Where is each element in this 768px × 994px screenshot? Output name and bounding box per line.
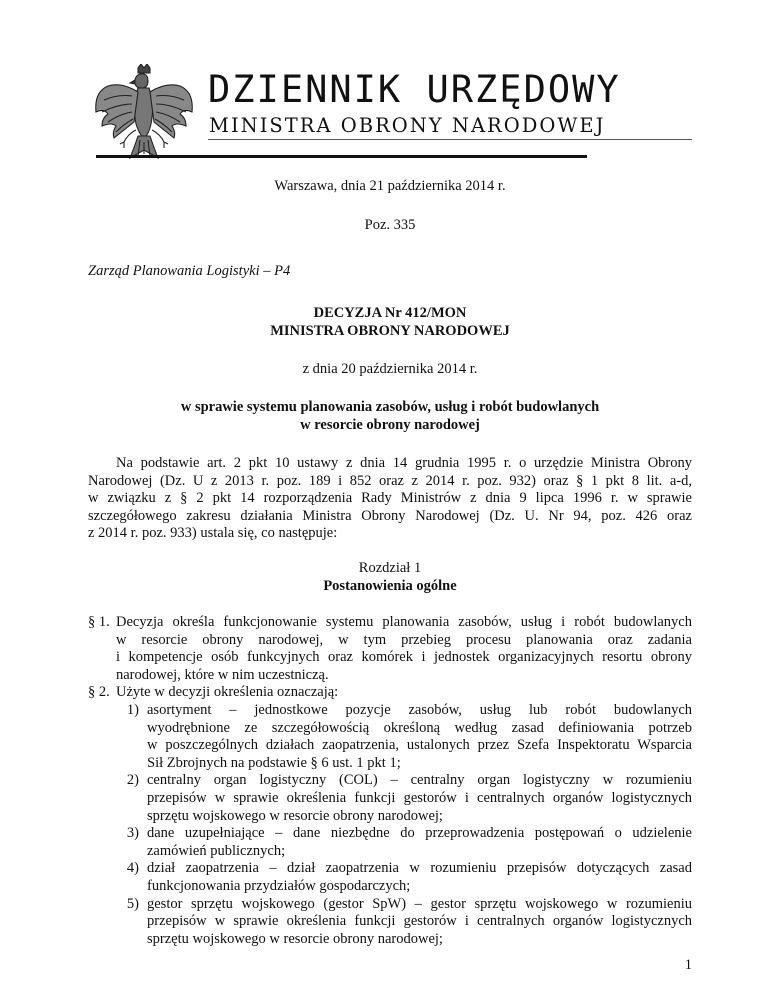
- item-number: 5): [126, 895, 139, 912]
- item-line: centralny organ logistyczny (COL) – centralny organ logistyczny w rozumieniu: [147, 772, 692, 789]
- item-line: dane uzupełniające – dane niezbędne do przeprowadzenia postępowań o udzielenie: [147, 825, 692, 842]
- item-line: w poszczególnych działach zaopatrzenia, ustalonych przez Szefa Inspektoratu Wsparcia: [147, 737, 692, 754]
- item-line: asortyment – jednostkowe pozycje zasobów, usług lub robót budowlanych: [147, 702, 692, 718]
- paragraph-2: [88, 684, 692, 702]
- item-number: 2): [126, 772, 139, 789]
- definitions-list: [115, 702, 692, 948]
- decision-date: z dnia 20 października 2014 r.: [302, 361, 478, 377]
- paragraph-line: w resorcie obrony narodowej, w tym przebieg procesu planowania oraz zadania: [116, 631, 692, 648]
- polish-eagle-emblem-icon: [88, 64, 200, 162]
- place-date: Warszawa, dnia 21 października 2014 r.: [274, 178, 506, 194]
- masthead-divider-thin: [208, 139, 692, 140]
- item-line: sprzętu wojskowego w resorcie obrony narodowej;: [147, 807, 443, 824]
- paragraph-line: i kompetencje osób funkcyjnych oraz komórek i jednostek organizacyjnych resortu obrony: [116, 649, 692, 666]
- item-line: zamówień publicznych;: [147, 842, 286, 859]
- paragraph-number: § 2.: [88, 684, 110, 700]
- item-number: 3): [126, 825, 139, 842]
- item-number: 4): [126, 860, 139, 877]
- item-line: dział zaopatrzenia – dział zaopatrzenia w rozumieniu przepisów dotyczących zasad: [147, 860, 692, 877]
- decision-subject-line-1: w sprawie systemu planowania zasobów, usług i robót budowlanych: [180, 399, 600, 415]
- item-line: Sił Zbrojnych na podstawie § 6 ust. 1 pkt 1;: [147, 754, 401, 771]
- item-line: sprzętu wojskowego w resorcie obrony narodowej;: [147, 930, 443, 947]
- preamble-line: z 2014 r. poz. 933) ustala się, co następuje:: [88, 525, 338, 542]
- preamble-line: Na podstawie art. 2 pkt 10 ustawy z dnia 14 grudnia 1995 r. o urzędzie Ministra Obrony: [116, 455, 692, 471]
- preamble: [88, 455, 692, 543]
- paragraph-number: § 1.: [88, 614, 110, 630]
- item-number: 1): [126, 702, 139, 718]
- masthead-divider-thick: [96, 155, 587, 158]
- journal-title: DZIENNIK URZĘDOWY: [208, 68, 621, 111]
- preamble-line: szczegółowego zakresu działania Ministra Obrony Narodowej (Dz. U. Nr 94, poz. 426 oraz: [88, 507, 692, 524]
- decision-title: DECYZJA Nr 412/MON: [313, 305, 467, 321]
- paragraph-line: narodowej, które w nim uczestniczą.: [116, 666, 329, 683]
- paragraph-line: Decyzja określa funkcjonowanie systemu planowania zasobów, usług i robót budowlanych: [116, 614, 692, 630]
- item-line: gestor sprzętu wojskowego (gestor SpW) – gestor sprzętu wojskowego w rozumieniu: [147, 895, 692, 912]
- paragraph-line: Użyte w decyzji określenia oznaczają:: [116, 684, 339, 700]
- page-number: 1: [684, 957, 692, 973]
- list-item: [115, 896, 692, 949]
- issuer-unit: Zarząd Planowania Logistyki – P4: [88, 263, 291, 279]
- paragraph-1: [88, 614, 692, 684]
- item-line: funkcjonowania przydziałów gospodarczych;: [147, 877, 411, 894]
- list-item: [115, 772, 692, 825]
- chapter-title: Postanowienia ogólne: [323, 578, 457, 594]
- preamble-line: Narodowej (Dz. U z 2013 r. poz. 189 i 852 oraz z 2014 r. poz. 932) oraz § 1 pkt 8 lit. a-d,: [88, 472, 692, 489]
- item-line: wyodrębnione ze szczegółowością określoną według zasad definiowania potrzeb: [147, 719, 692, 736]
- journal-subtitle: MINISTRA OBRONY NARODOWEJ: [209, 114, 606, 137]
- preamble-line: w związku z § 2 pkt 14 rozporządzenia Rady Ministrów z dnia 9 lipca 1996 r. w sprawie: [88, 490, 692, 507]
- chapter-number: Rozdział 1: [358, 560, 422, 576]
- item-line: przepisów w sprawie określenia funkcji gestorów i centralnych organów logistycznych: [147, 789, 692, 806]
- decision-authority: MINISTRA OBRONY NARODOWEJ: [270, 323, 510, 339]
- list-item: [115, 702, 692, 772]
- list-item: [115, 825, 692, 860]
- decision-subject-line-2: w resorcie obrony narodowej: [300, 417, 480, 433]
- list-item: [115, 860, 692, 895]
- item-line: przepisów w sprawie określenia funkcji gestorów i centralnych organów logistycznych: [147, 913, 692, 930]
- position-number: Poz. 335: [364, 217, 416, 233]
